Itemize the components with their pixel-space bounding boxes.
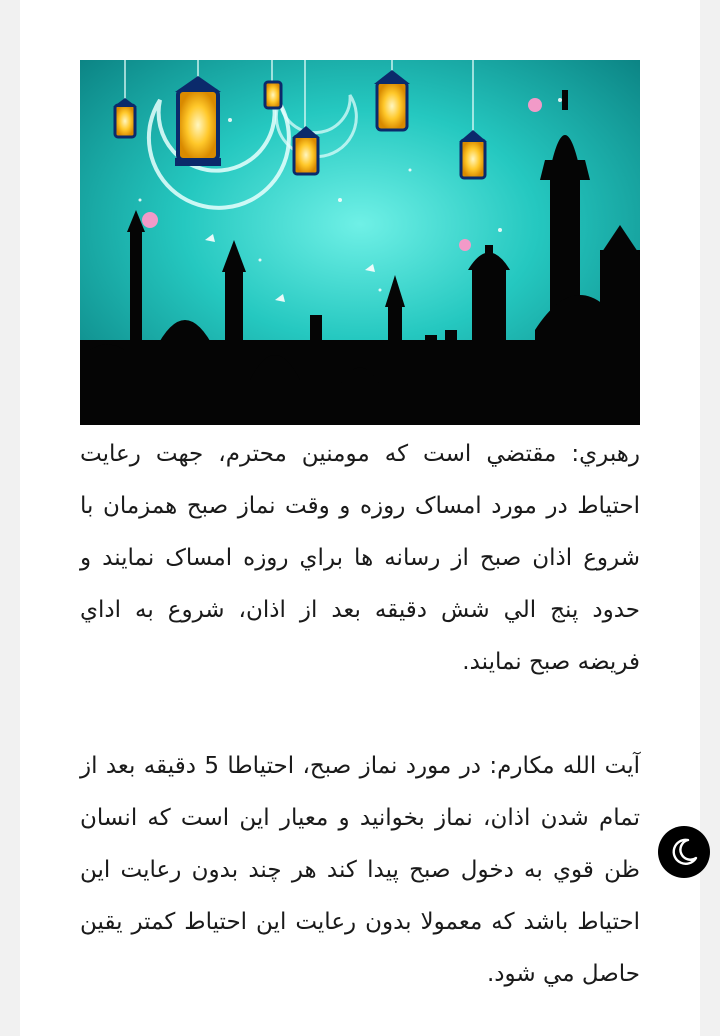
hero-image [80, 60, 640, 425]
article-paragraph-makarem: آيت الله مکارم: در مورد نماز صبح، احتياطا 5 دقيقه بعد از تمام شدن اذان، نماز بخوانيد و معيار اين است که انسان ظن قوي به دخول صبح پيدا کند هر چند بدون رعايت اين احتياط باشد که معمولا بدون رعايت اين احتياط کمتر يقين حاصل مي شود. [80, 753, 640, 987]
article-paragraph-rahbari: رهبري: مقتضي است که مومنين محترم، جهت رعايت احتياط در مورد امساک روزه و وقت نماز صبح همزمان با شروع اذان صبح از رسانه ها براي روزه امساک نمايند و حدود پنج الي شش دقيقه بعد از اذان، شروع به اداي فريضه صبح نمايند. [80, 441, 640, 675]
article-body [80, 428, 640, 1000]
night-mode-button[interactable] [658, 826, 710, 878]
ramadan-mosque-illustration [80, 60, 640, 425]
article-card [20, 0, 700, 1036]
moon-icon [669, 837, 699, 867]
